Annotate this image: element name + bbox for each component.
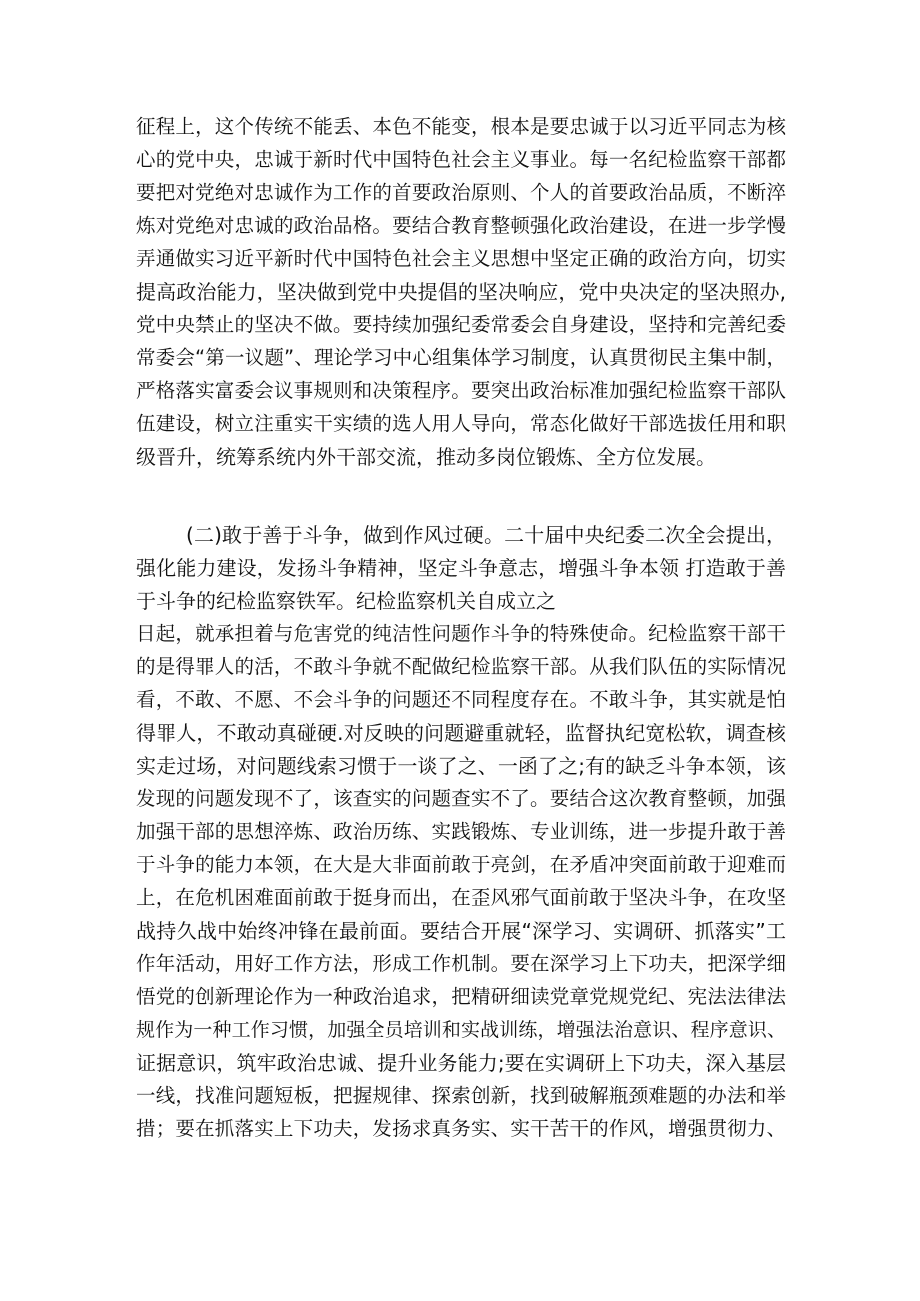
text-line: 证据意识，筑牢政治忠诚、提升业务能力;要在实调研上下功夫，深入基层 [136,1051,786,1075]
text-line: 伍建设，树立注重实干实绩的选人用人导向，常态化做好干部选拔任用和职 [136,412,786,435]
text-line: 战持久战中始终冲锋在最前面。要结合开展“深学习、实调研、抓落实”工 [136,919,786,943]
text-line: 的是得罪人的活，不敢斗争就不配做纪检监察干部。从我们队伍的实际情况 [136,655,786,678]
text-line: 弄通做实习近平新时代中国特色社会主义思想中坚定正确的政治方向，切实 [136,247,786,270]
text-line: 得罪人，不敢动真碰硬.对反映的问题避重就轻，监督执纪宽松软，调查核 [136,721,786,745]
text-line: 级晋升，统筹系统内外干部交流，推动多岗位锻炼、全方位发展。 [136,445,716,469]
text-line: 于斗争的纪检监察铁军。纪检监察机关自成立之 [136,589,556,613]
text-line: 严格落实富委会议事规则和决策程序。要突出政治标准加强纪检监察干部队 [136,379,786,402]
text-line: 日起，就承担着与危害党的纯洁性问题作斗争的特殊使命。纪检监察干部干 [136,622,786,645]
text-line: 于斗争的能力本领，在大是大非面前敢于亮剑，在矛盾冲突面前敢于迎难而 [136,853,786,876]
text-line: 作年活动，用好工作方法，形成工作机制。要在深学习上下功夫，把深学细 [136,952,786,975]
text-line: 措；要在抓落实上下功夫，发扬求真务实、实干苦干的作风，增强贯彻力、 [136,1117,786,1140]
text-line: 要把对党绝对忠诚作为工作的首要政治原则、个人的首要政治品质，不断淬 [136,181,786,204]
text-line: 炼对党绝对忠诚的政治品格。要结合教育整顿强化政治建设，在进一步学慢 [136,214,786,237]
text-line: 征程上，这个传统不能丢、本色不能变，根本是要忠诚于以习近平同志为核 [136,115,786,138]
text-line: 提高政治能力，坚决做到党中央提倡的坚决响应，党中央决定的坚决照办, [136,280,786,304]
section-heading-line: (二)敢于善于斗争，做到作风过硬。二十届中央纪委二次全会提出， [186,523,786,547]
text-line: 悟党的创新理论作为一种政治追求，把精研细读党章党规党纪、宪法法律法 [136,985,786,1008]
text-line: 加强干部的思想淬炼、政治历练、实践锻炼、专业训练，进一步提升敢于善 [136,820,786,843]
text-line: 看，不敢、不愿、不会斗争的问题还不同程度存在。不敢斗争，其实就是怕 [136,688,786,711]
text-line: 一线，找准问题短板，把握规律、探索创新，找到破解瓶颈难题的办法和举 [136,1084,786,1107]
text-line: 上，在危机困难面前敢于挺身而出，在歪风邪气面前敢于坚决斗争，在攻坚 [136,886,786,909]
text-line: 常委会“第一议题”、理论学习中心组集体学习制度，认真贯彻民主集中制， [136,346,786,369]
text-line: 强化能力建设，发扬斗争精神，坚定斗争意志，增强斗争本领 打造敢于善 [136,556,786,580]
text-line: 实走过场，对问题线索习惯于一谈了之、一函了之;有的缺乏斗争本领，该 [136,754,786,778]
text-line: 党中央禁止的坚决不做。要持续加强纪委常委会自身建设，坚持和完善纪委 [136,313,786,336]
text-line: 心的党中央，忠诚于新时代中国特色社会主义事业。每一名纪检监察干部都 [136,148,786,171]
text-line: 发现的问题发现不了，该查实的问题查实不了。要结合这次教育整顿，加强 [136,787,786,810]
text-line: 规作为一种工作习惯，加强全员培训和实战训练，增强法治意识、程序意识、 [136,1019,786,1041]
